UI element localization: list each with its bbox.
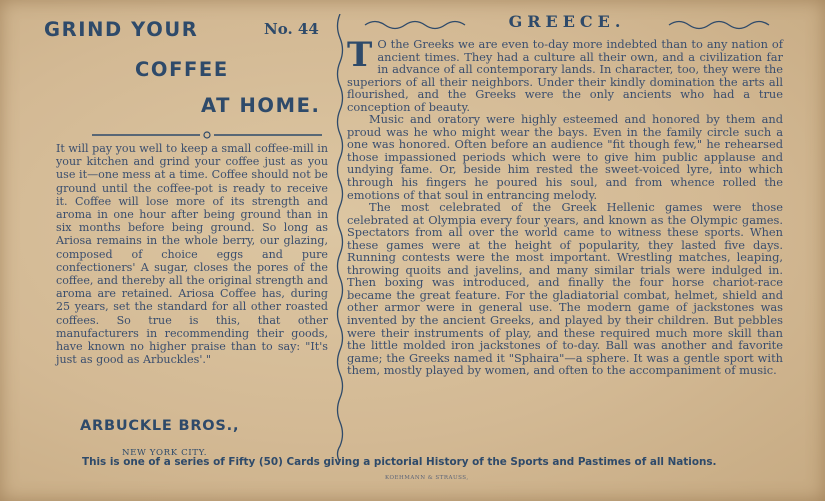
right-column (347, 10, 785, 462)
article-paragraph-1-text: O the Greeks we are even to-day more indebted than to any nation of ancient times. They had a culture all their own, and a civilization far in advance of all contemporary lands. In character, too, they were the superiors of all their neighbors. Under their kindly domination the arts all flourished, and the Greeks were the only ancients who had a true conception of beauty. (347, 37, 783, 114)
brand-city: NEW YORK CITY. (122, 448, 208, 458)
card-number: No. 44 (264, 20, 319, 38)
ad-title-line-3: AT HOME. (201, 94, 321, 117)
ad-heading (40, 14, 328, 124)
ad-title-line-2: COFFEE (135, 58, 229, 81)
ad-body-text: It will pay you well to keep a small coffee-mill in your kitchen and grind your coffee just as you use it—one mess at a time. Coffee should not be ground until the coffee-pot is ready to receive it. Coffee will lose more of its strength and aroma in one hour after being ground than in six months before being ground. So long as Ariosa remains in the whole berry, our glazing, composed of choice eggs and pure confectioners' A sugar, closes the pores of the coffee, and thereby all the original strength and aroma are retained. Ariosa Coffee has, during 25 years, set the standard for all other roasted coffees. So true is this, that other manufacturers in recommending their goods, have known no higher praise than to say: "It's just as good as Arbuckles'." (56, 142, 328, 367)
article-paragraph-3: The most celebrated of the Greek Hellenic games were those celebrated at Olympia every four years, and known as the Olympic games. Spectators from all over the world came to witness these sports. When these games were at the height of popularity, they lasted five days. Running contests were the most important. Wrestling matches, leaping, throwing quoits and javelins, and many similar trials were indulged in. Then boxing was introduced, and finally the four horse chariot-race became the great feature. For the gladiatorial combat, helmet, shield and other armor were in general use. The modern game of jackstones was invented by the ancient Greeks, and played by their children. But pebbles were their instruments of play, and these required much more skill than the little molded iron jackstones of to-day. Ball was another and favorite game; the Greeks named it "Sphaira"—a sphere. It was a gentle sport with them, mostly played by women, and often to the accompaniment of music. (347, 200, 783, 378)
series-footer: This is one of a series of Fifty (50) Cards giving a pictorial History of the Sports and Pastimes of all Nations. (82, 456, 717, 468)
drop-cap: T (347, 35, 373, 75)
article-body (347, 35, 783, 378)
brand-name: ARBUCKLE BROS., (80, 418, 240, 434)
ornamental-rule (92, 131, 322, 139)
article-paragraph-2: Music and oratory were highly esteemed and honored by them and proud was he who might wear the bays. Even in the family circle such a one was honored. Often before an audience "fit though few," he rehearsed those impassioned periods which were to give him public applause and undying fame. Or, beside him rested the sweet-voiced lyre, into which through his fingers he poured his soul, and from whence rolled the emotions of that soul in entrancing melody. (347, 112, 783, 202)
article-paragraph-1 (347, 35, 783, 114)
printer-credit: KOEHMANN & STRAUSS, (385, 475, 469, 481)
ad-title-line-1: GRIND YOUR (44, 18, 199, 41)
column-divider (333, 14, 347, 462)
article-title: GREECE. (508, 12, 626, 31)
left-column (40, 14, 328, 458)
